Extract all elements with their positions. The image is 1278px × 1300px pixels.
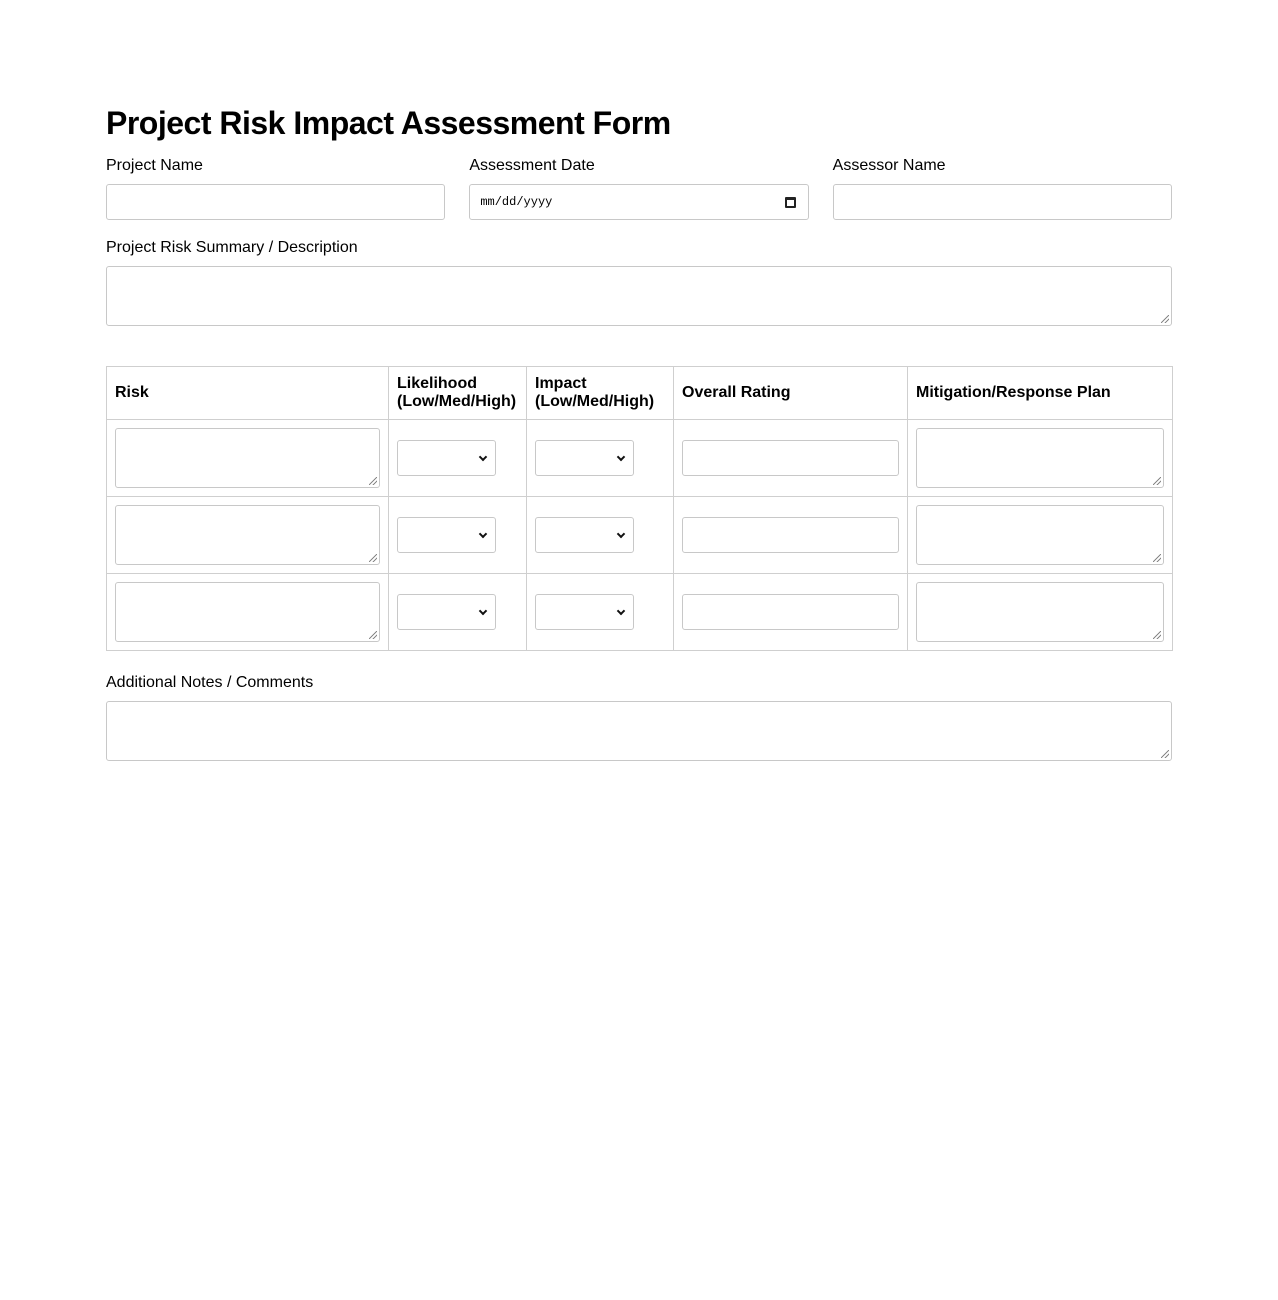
risk-summary-field-group [106, 238, 1172, 326]
chevron-down-icon [479, 607, 487, 615]
mitigation-textarea[interactable] [916, 428, 1164, 488]
assessment-date-input[interactable] [469, 184, 808, 220]
overall-rating-input[interactable] [682, 594, 899, 630]
mitigation-textarea[interactable] [916, 582, 1164, 642]
chevron-down-icon [617, 607, 625, 615]
impact-cell [527, 574, 674, 651]
calendar-icon[interactable] [785, 197, 796, 208]
table-row [107, 574, 1173, 651]
column-header-overall-rating: Overall Rating [674, 367, 908, 420]
page-title: Project Risk Impact Assessment Form [106, 105, 671, 141]
risk-textarea[interactable] [115, 428, 380, 488]
likelihood-cell [389, 497, 527, 574]
resize-handle-icon[interactable] [1161, 315, 1169, 323]
assessor-name-input[interactable] [833, 184, 1172, 220]
risk-table [106, 366, 1173, 651]
likelihood-select[interactable] [397, 517, 496, 553]
resize-handle-icon[interactable] [1153, 631, 1161, 639]
likelihood-select[interactable] [397, 594, 496, 630]
resize-handle-icon[interactable] [369, 631, 377, 639]
likelihood-cell [389, 574, 527, 651]
mitigation-cell [908, 574, 1173, 651]
risk-textarea[interactable] [115, 505, 380, 565]
impact-select[interactable] [535, 594, 634, 630]
overall-rating-cell [674, 420, 908, 497]
column-header-risk: Risk [107, 367, 389, 420]
resize-handle-icon[interactable] [1153, 477, 1161, 485]
notes-label: Additional Notes / Comments [106, 674, 314, 691]
mitigation-textarea[interactable] [916, 505, 1164, 565]
chevron-down-icon [617, 453, 625, 461]
date-placeholder: mm/dd/yyyy [480, 195, 553, 209]
header-fields-row [106, 156, 1172, 220]
notes-textarea[interactable] [106, 701, 1172, 761]
risk-summary-label: Project Risk Summary / Description [106, 239, 358, 256]
column-header-likelihood: Likelihood (Low/Med/High) [389, 367, 527, 420]
risk-table-header-row [107, 367, 1173, 420]
notes-field-group [106, 673, 1172, 761]
project-name-input[interactable] [106, 184, 445, 220]
mitigation-cell [908, 497, 1173, 574]
chevron-down-icon [617, 530, 625, 538]
resize-handle-icon[interactable] [369, 554, 377, 562]
risk-assessment-form [106, 104, 1172, 761]
overall-rating-cell [674, 574, 908, 651]
impact-cell [527, 420, 674, 497]
column-header-impact: Impact (Low/Med/High) [527, 367, 674, 420]
table-row [107, 420, 1173, 497]
project-name-label: Project Name [106, 157, 203, 174]
column-header-mitigation: Mitigation/Response Plan [908, 367, 1173, 420]
impact-cell [527, 497, 674, 574]
risk-cell [107, 420, 389, 497]
impact-select[interactable] [535, 440, 634, 476]
resize-handle-icon[interactable] [369, 477, 377, 485]
project-name-field-group [106, 156, 445, 220]
overall-rating-cell [674, 497, 908, 574]
risk-cell [107, 574, 389, 651]
chevron-down-icon [479, 530, 487, 538]
overall-rating-input[interactable] [682, 517, 899, 553]
overall-rating-input[interactable] [682, 440, 899, 476]
risk-summary-textarea[interactable] [106, 266, 1172, 326]
mitigation-cell [908, 420, 1173, 497]
assessment-date-label: Assessment Date [469, 157, 595, 174]
assessor-name-label: Assessor Name [832, 157, 946, 174]
risk-textarea[interactable] [115, 582, 380, 642]
impact-select[interactable] [535, 517, 634, 553]
assessment-date-field-group [469, 156, 808, 220]
resize-handle-icon[interactable] [1153, 554, 1161, 562]
risk-cell [107, 497, 389, 574]
resize-handle-icon[interactable] [1161, 750, 1169, 758]
table-row [107, 497, 1173, 574]
likelihood-select[interactable] [397, 440, 496, 476]
assessor-name-field-group [833, 156, 1172, 220]
likelihood-cell [389, 420, 527, 497]
chevron-down-icon [479, 453, 487, 461]
